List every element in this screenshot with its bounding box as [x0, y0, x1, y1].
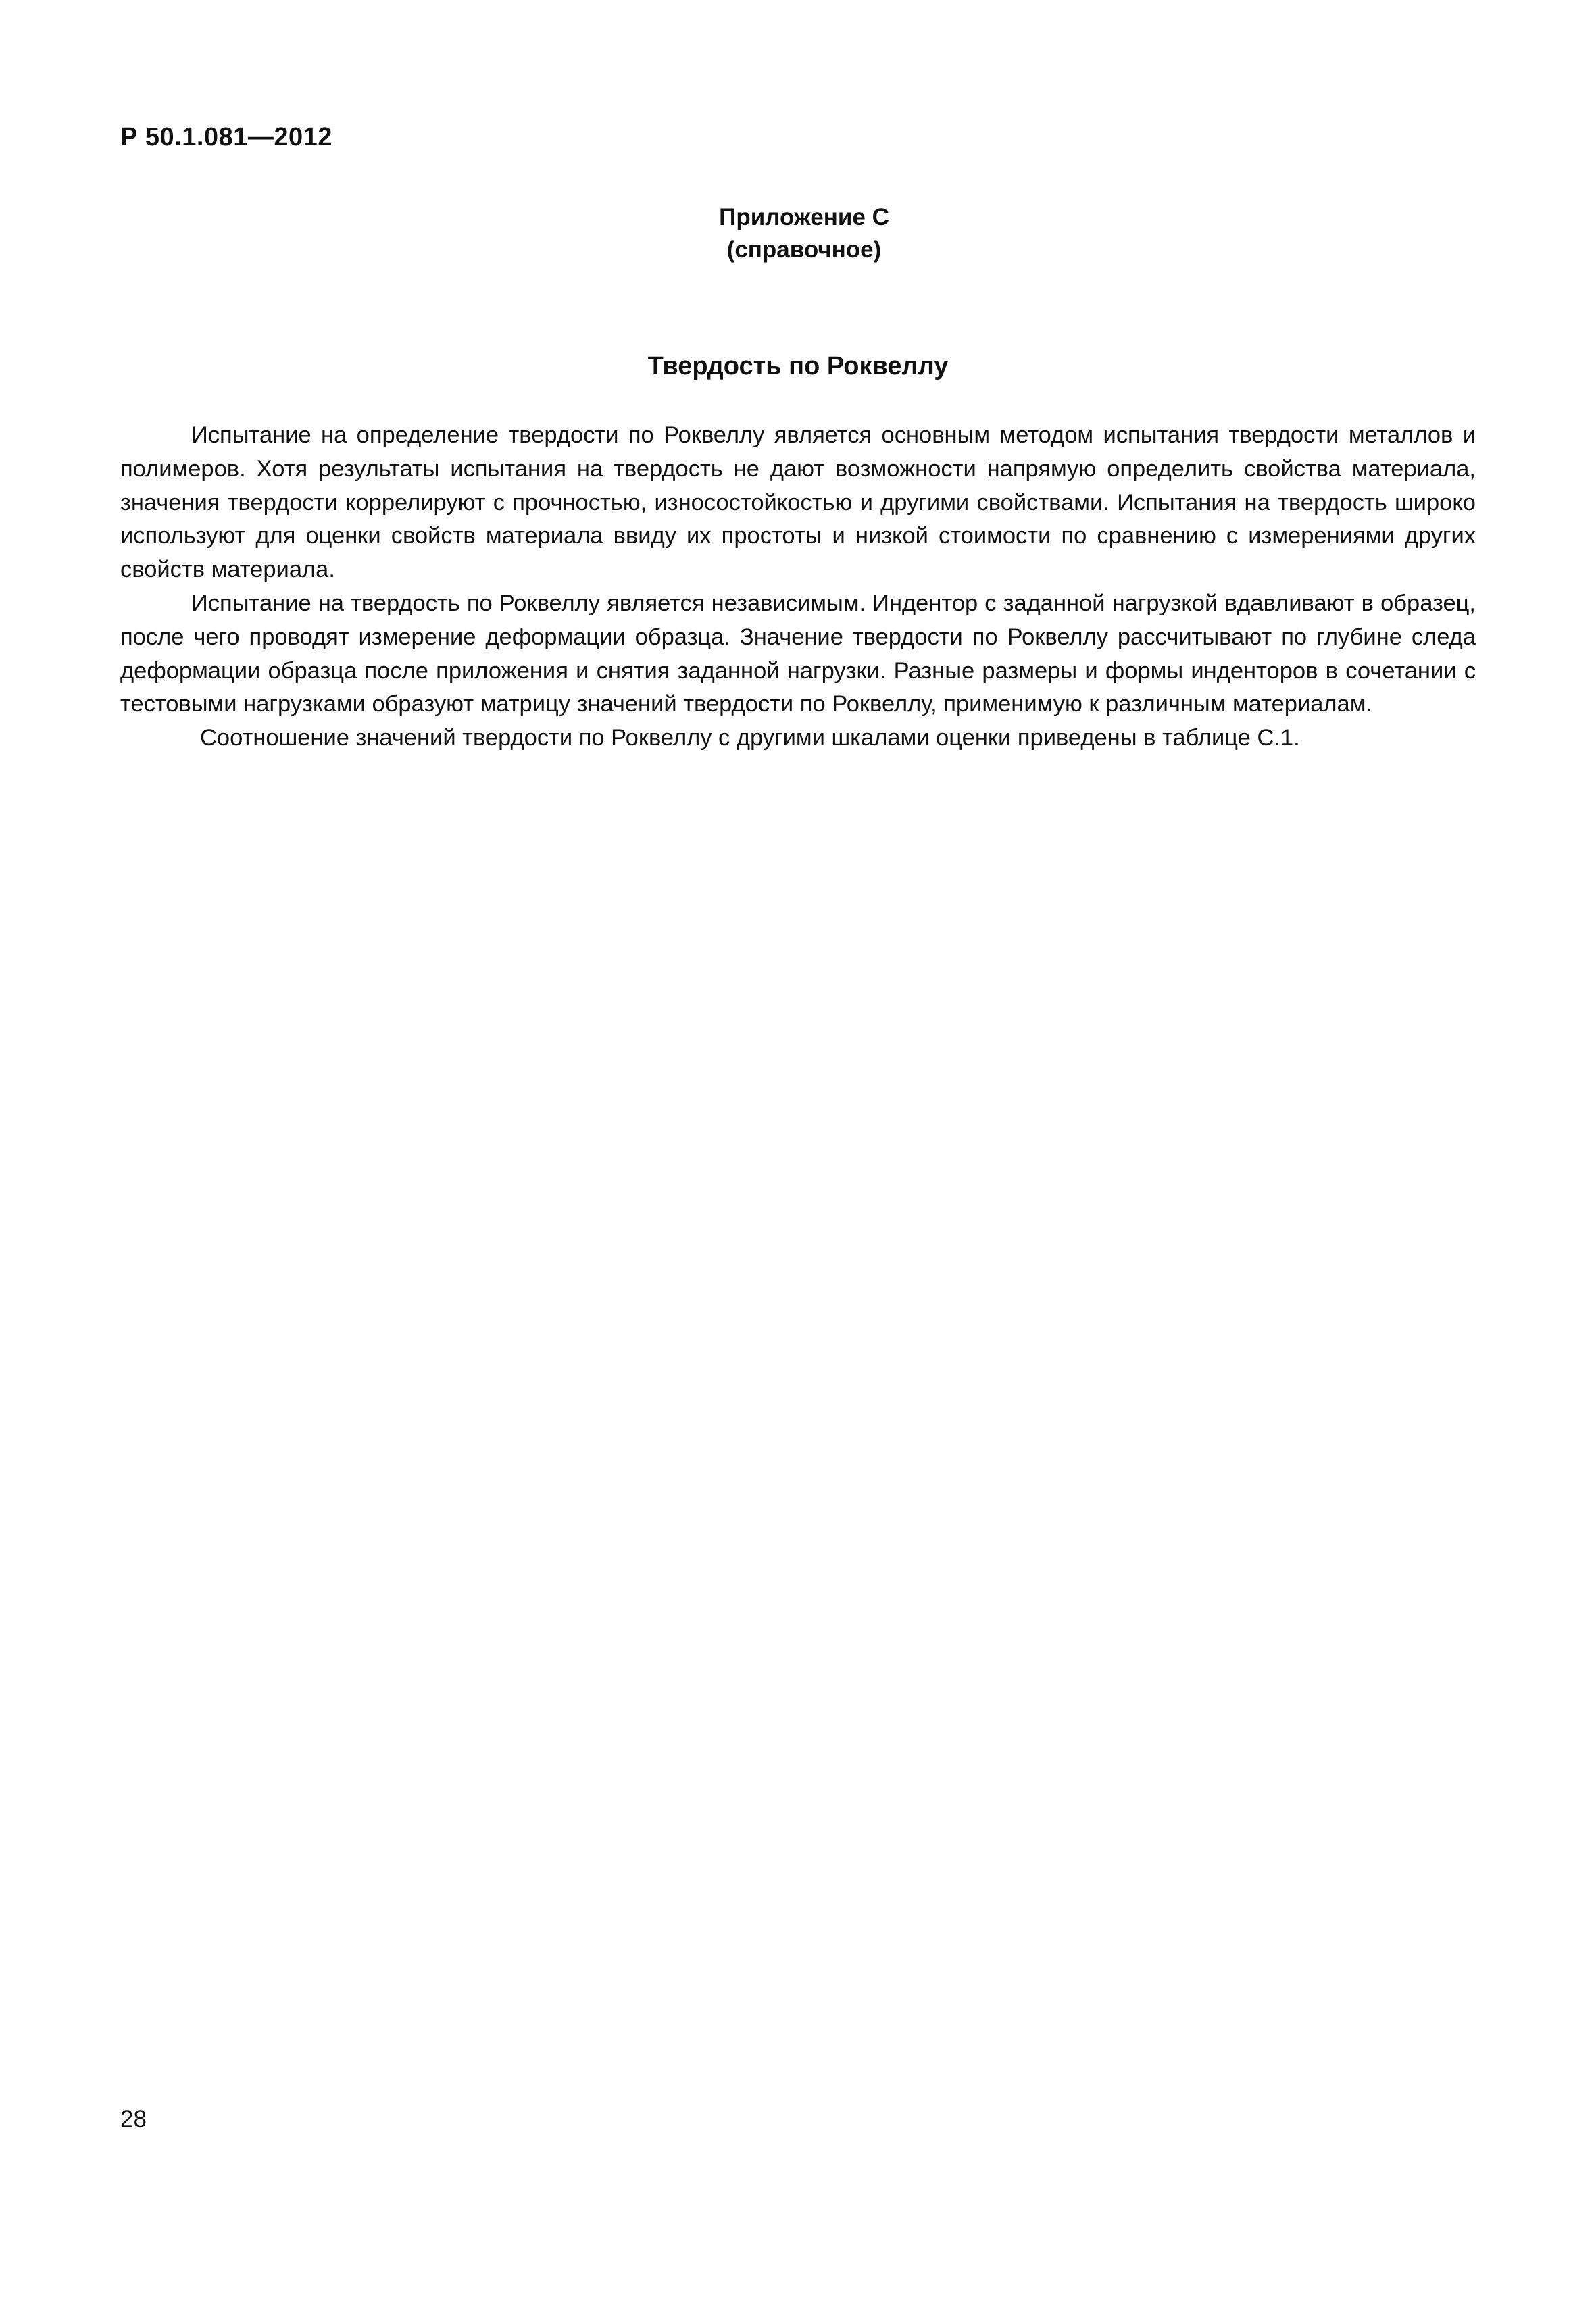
- paragraph-2: Испытание на твердость по Роквеллу является независимым. Индентор с заданной нагрузкой вдавливают в образец, после чего проводят измерение деформации образца. Значение твердости по Роквеллу рассчитывают по глубине следа деформации образца после приложения и снятия заданной нагрузки. Разные размеры и формы инденторов в сочетании с тестовыми нагрузками образуют матрицу значений твердости по Роквеллу, применимую к различным материалам.: [120, 590, 1476, 718]
- paragraph-3: Соотношение значений твердости по Роквеллу с другими шкалами оценки приведены в таблице С.1.: [200, 725, 1300, 751]
- appendix-title: Приложение С: [719, 204, 889, 230]
- body-text: [120, 419, 1476, 755]
- paragraph-1: Испытание на определение твердости по Роквеллу является основным методом испытания твердости металлов и полимеров. Хотя результаты испытания на твердость не дают возможности напрямую определить свойства материала, значения твердости коррелируют с прочностью, износостойкостью и другими свойствами. Испытания на твердость широко используют для оценки свойств материала ввиду их простоты и низкой стоимости по сравнению с измерениями других свойств материала.: [120, 422, 1476, 583]
- appendix-heading: [0, 201, 1596, 266]
- page-number: 28: [120, 2106, 147, 2132]
- section-title: Твердость по Роквеллу: [647, 352, 949, 380]
- document-code: Р 50.1.081—2012: [120, 123, 332, 151]
- appendix-type: (справочное): [726, 236, 882, 263]
- section-title-wrapper: [0, 352, 1596, 381]
